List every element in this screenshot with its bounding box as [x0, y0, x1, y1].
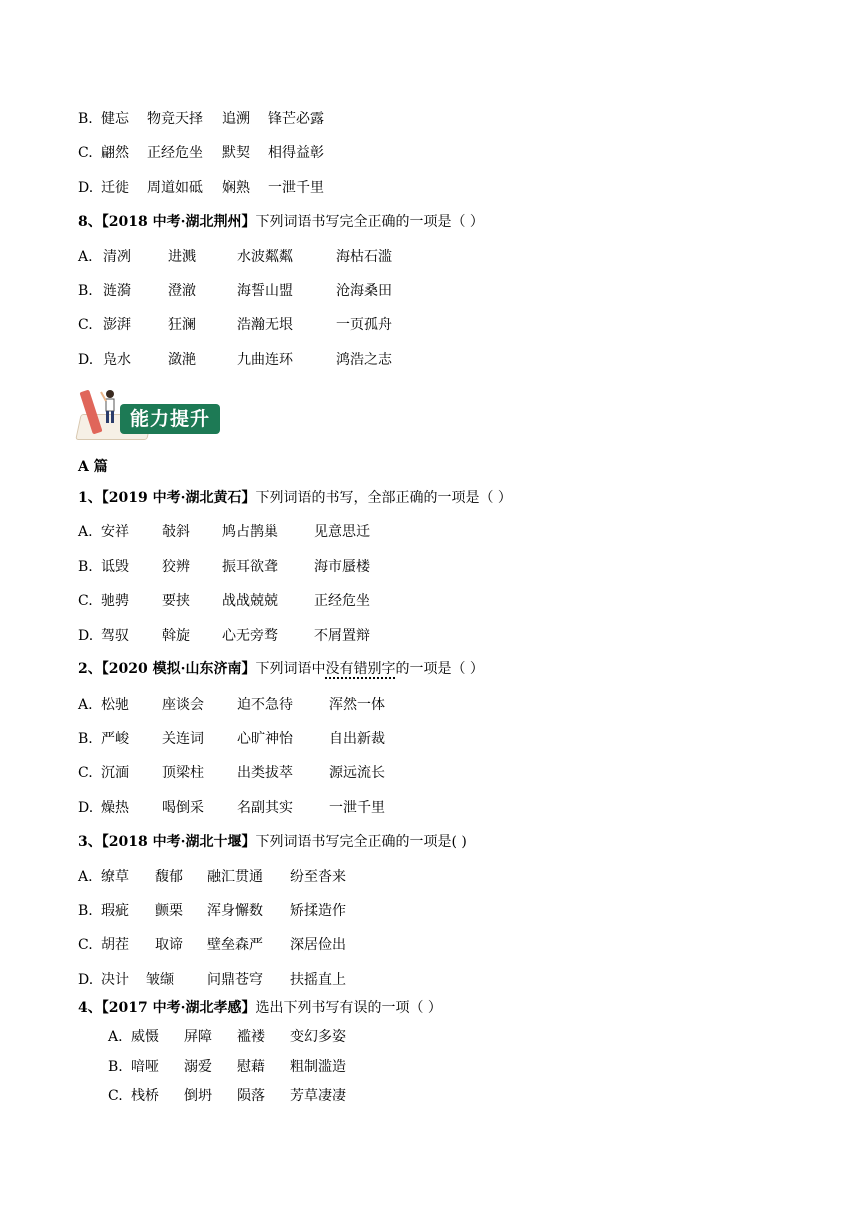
option-word: 屏障: [184, 1029, 212, 1045]
option-row: [0, 108, 860, 130]
question-1: [78, 487, 512, 509]
option-word: 威慑: [131, 1029, 159, 1045]
option-word: 融汇贯通: [207, 869, 263, 885]
option-word: 相得益彰: [268, 145, 324, 161]
option-word: 褴褛: [237, 1029, 265, 1045]
option-letter: A.: [108, 1029, 123, 1045]
option-letter: B.: [78, 559, 93, 575]
option-word: 顶梁柱: [162, 765, 204, 781]
question-text: 下列词语中: [255, 661, 326, 677]
option-word: 芳草凄凄: [290, 1088, 346, 1104]
option-word: 名副其实: [237, 800, 293, 816]
option-row: [0, 866, 860, 888]
option-word: 浩瀚无垠: [237, 317, 293, 333]
question-source-tag: 3、【2018 中考·湖北十堰】: [78, 834, 256, 850]
option-word: 喝倒采: [162, 800, 204, 816]
option-word: 驾驭: [101, 628, 129, 644]
option-row: [0, 934, 860, 956]
option-letter: A.: [78, 869, 93, 885]
option-word: 潋滟: [168, 352, 196, 368]
option-word: 沉湎: [101, 765, 129, 781]
option-row: [0, 246, 860, 268]
option-word: 源远流长: [329, 765, 385, 781]
option-word: 涟漪: [103, 283, 131, 299]
question-text: 下列词语的书写，全部正确的一项是（ ）: [255, 490, 512, 506]
option-word: 粗制滥造: [290, 1059, 346, 1075]
banner-title: 能力提升: [120, 404, 220, 434]
option-word: 驰骋: [101, 593, 129, 609]
question-text: 下列词语书写完全正确的一项是( ): [255, 834, 467, 850]
option-word: 决计: [101, 972, 129, 988]
option-word: 变幻多姿: [290, 1029, 346, 1045]
option-word: 一泄千里: [329, 800, 385, 816]
option-word: 周道如砥: [147, 180, 203, 196]
option-word: 倒坍: [184, 1088, 212, 1104]
option-word: 见意思迁: [314, 524, 370, 540]
option-word: 壁垒森严: [207, 937, 263, 953]
option-word: 出类拔萃: [237, 765, 293, 781]
option-word: 一页孤舟: [336, 317, 392, 333]
option-word: 澎湃: [103, 317, 131, 333]
option-word: 深居俭出: [290, 937, 346, 953]
option-row: [0, 900, 860, 922]
option-letter: B.: [78, 731, 93, 747]
section-heading: A 篇: [78, 459, 108, 475]
option-word: 纷至沓来: [290, 869, 346, 885]
option-letter: D.: [78, 180, 94, 196]
option-word: 海枯石滥: [336, 249, 392, 265]
option-word: 安祥: [101, 524, 129, 540]
option-letter: C.: [78, 145, 93, 161]
option-word: 心旷神怡: [237, 731, 293, 747]
option-word: 自出新裁: [329, 731, 385, 747]
option-word: 缭草: [101, 869, 129, 885]
option-row: [0, 314, 860, 336]
option-letter: C.: [78, 765, 93, 781]
option-word: 胡茬: [101, 937, 129, 953]
option-letter: C.: [108, 1088, 123, 1104]
option-word: 翩然: [101, 145, 129, 161]
option-word: 颤栗: [155, 903, 183, 919]
option-letter: C.: [78, 317, 93, 333]
option-word: 狂澜: [168, 317, 196, 333]
option-word: 水波粼粼: [237, 249, 293, 265]
option-word: 严峻: [101, 731, 129, 747]
option-word: 战战兢兢: [222, 593, 278, 609]
option-letter: A.: [78, 524, 93, 540]
option-word: 关连词: [162, 731, 204, 747]
option-word: 鸿浩之志: [336, 352, 392, 368]
option-word: 陨落: [237, 1088, 265, 1104]
option-row: [0, 556, 860, 578]
option-row: [0, 142, 860, 164]
option-word: 物竞天择: [147, 111, 203, 127]
option-row: [0, 1085, 860, 1107]
option-row: [0, 1056, 860, 1078]
option-letter: B.: [78, 111, 93, 127]
option-word: 健忘: [101, 111, 129, 127]
option-word: 攲斜: [162, 524, 190, 540]
option-word: 喑哑: [131, 1059, 159, 1075]
option-word: 心无旁骛: [222, 628, 278, 644]
option-row: [0, 177, 860, 199]
option-row: [0, 762, 860, 784]
option-letter: A.: [78, 697, 93, 713]
option-row: [0, 590, 860, 612]
option-word: 矫揉造作: [290, 903, 346, 919]
option-letter: D.: [78, 800, 94, 816]
option-word: 默契: [222, 145, 250, 161]
option-word: 沧海桑田: [336, 283, 392, 299]
option-word: 不屑置辩: [314, 628, 370, 644]
option-word: 海誓山盟: [237, 283, 293, 299]
option-word: 皱缬: [146, 972, 174, 988]
question-text: 的一项是（ ）: [395, 661, 484, 677]
option-letter: C.: [78, 937, 93, 953]
option-row: [0, 521, 860, 543]
option-word: 正经危坐: [314, 593, 370, 609]
question-text: 选出下列书写有误的一项（ ）: [255, 1000, 442, 1016]
option-word: 迁徙: [101, 180, 129, 196]
option-word: 迫不急待: [237, 697, 293, 713]
option-row: [0, 625, 860, 647]
option-word: 振耳欲聋: [222, 559, 278, 575]
option-letter: D.: [78, 628, 94, 644]
question-text: 下列词语书写完全正确的一项是（ ）: [255, 214, 484, 230]
option-letter: D.: [78, 352, 94, 368]
question-2: [78, 658, 484, 680]
option-word: 松驰: [101, 697, 129, 713]
option-row: [0, 797, 860, 819]
option-word: 鸠占鹊巢: [222, 524, 278, 540]
option-word: 凫水: [103, 352, 131, 368]
option-letter: C.: [78, 593, 93, 609]
option-word: 海市蜃楼: [314, 559, 370, 575]
option-word: 娴熟: [222, 180, 250, 196]
option-row: [0, 969, 860, 991]
option-letter: B.: [78, 903, 93, 919]
option-word: 浑然一体: [329, 697, 385, 713]
option-word: 燥热: [101, 800, 129, 816]
option-word: 栈桥: [131, 1088, 159, 1104]
student-figure-icon: [100, 388, 120, 428]
option-word: 瑕疵: [101, 903, 129, 919]
option-word: 追溯: [222, 111, 250, 127]
option-word: 一泄千里: [268, 180, 324, 196]
option-word: 正经危坐: [147, 145, 203, 161]
option-word: 慰藉: [237, 1059, 265, 1075]
option-word: 斡旋: [162, 628, 190, 644]
option-word: 浑身懈数: [207, 903, 263, 919]
question-source-tag: 1、【2019 中考·湖北黄石】: [78, 490, 256, 506]
question-source-tag: 2、【2020 模拟·山东济南】: [78, 661, 256, 677]
option-word: 九曲连环: [237, 352, 293, 368]
option-letter: B.: [78, 283, 93, 299]
option-letter: A.: [78, 249, 93, 265]
emphasized-text: 没有错别字: [325, 661, 396, 677]
option-word: 清冽: [103, 249, 131, 265]
option-word: 溺爱: [184, 1059, 212, 1075]
option-word: 座谈会: [162, 697, 204, 713]
ability-banner: [76, 384, 222, 442]
option-letter: B.: [108, 1059, 123, 1075]
option-word: 扶摇直上: [290, 972, 346, 988]
option-word: 要挟: [162, 593, 190, 609]
question-3: [78, 831, 467, 853]
option-word: 问鼎苍穹: [207, 972, 263, 988]
option-word: 锋芒必露: [268, 111, 324, 127]
option-row: [0, 728, 860, 750]
option-letter: D.: [78, 972, 94, 988]
question-4: [78, 997, 442, 1019]
option-word: 进溅: [168, 249, 196, 265]
option-row: [0, 1026, 860, 1048]
option-word: 澄澈: [168, 283, 196, 299]
option-word: 诋毁: [101, 559, 129, 575]
option-word: 狡辨: [162, 559, 190, 575]
question-source-tag: 4、【2017 中考·湖北孝感】: [78, 1000, 256, 1016]
option-row: [0, 280, 860, 302]
question-source-tag: 8、【2018 中考·湖北荆州】: [78, 214, 256, 230]
question-8: [78, 211, 484, 233]
option-word: 馥郁: [155, 869, 183, 885]
option-word: 取谛: [155, 937, 183, 953]
option-row: [0, 349, 860, 371]
option-row: [0, 694, 860, 716]
